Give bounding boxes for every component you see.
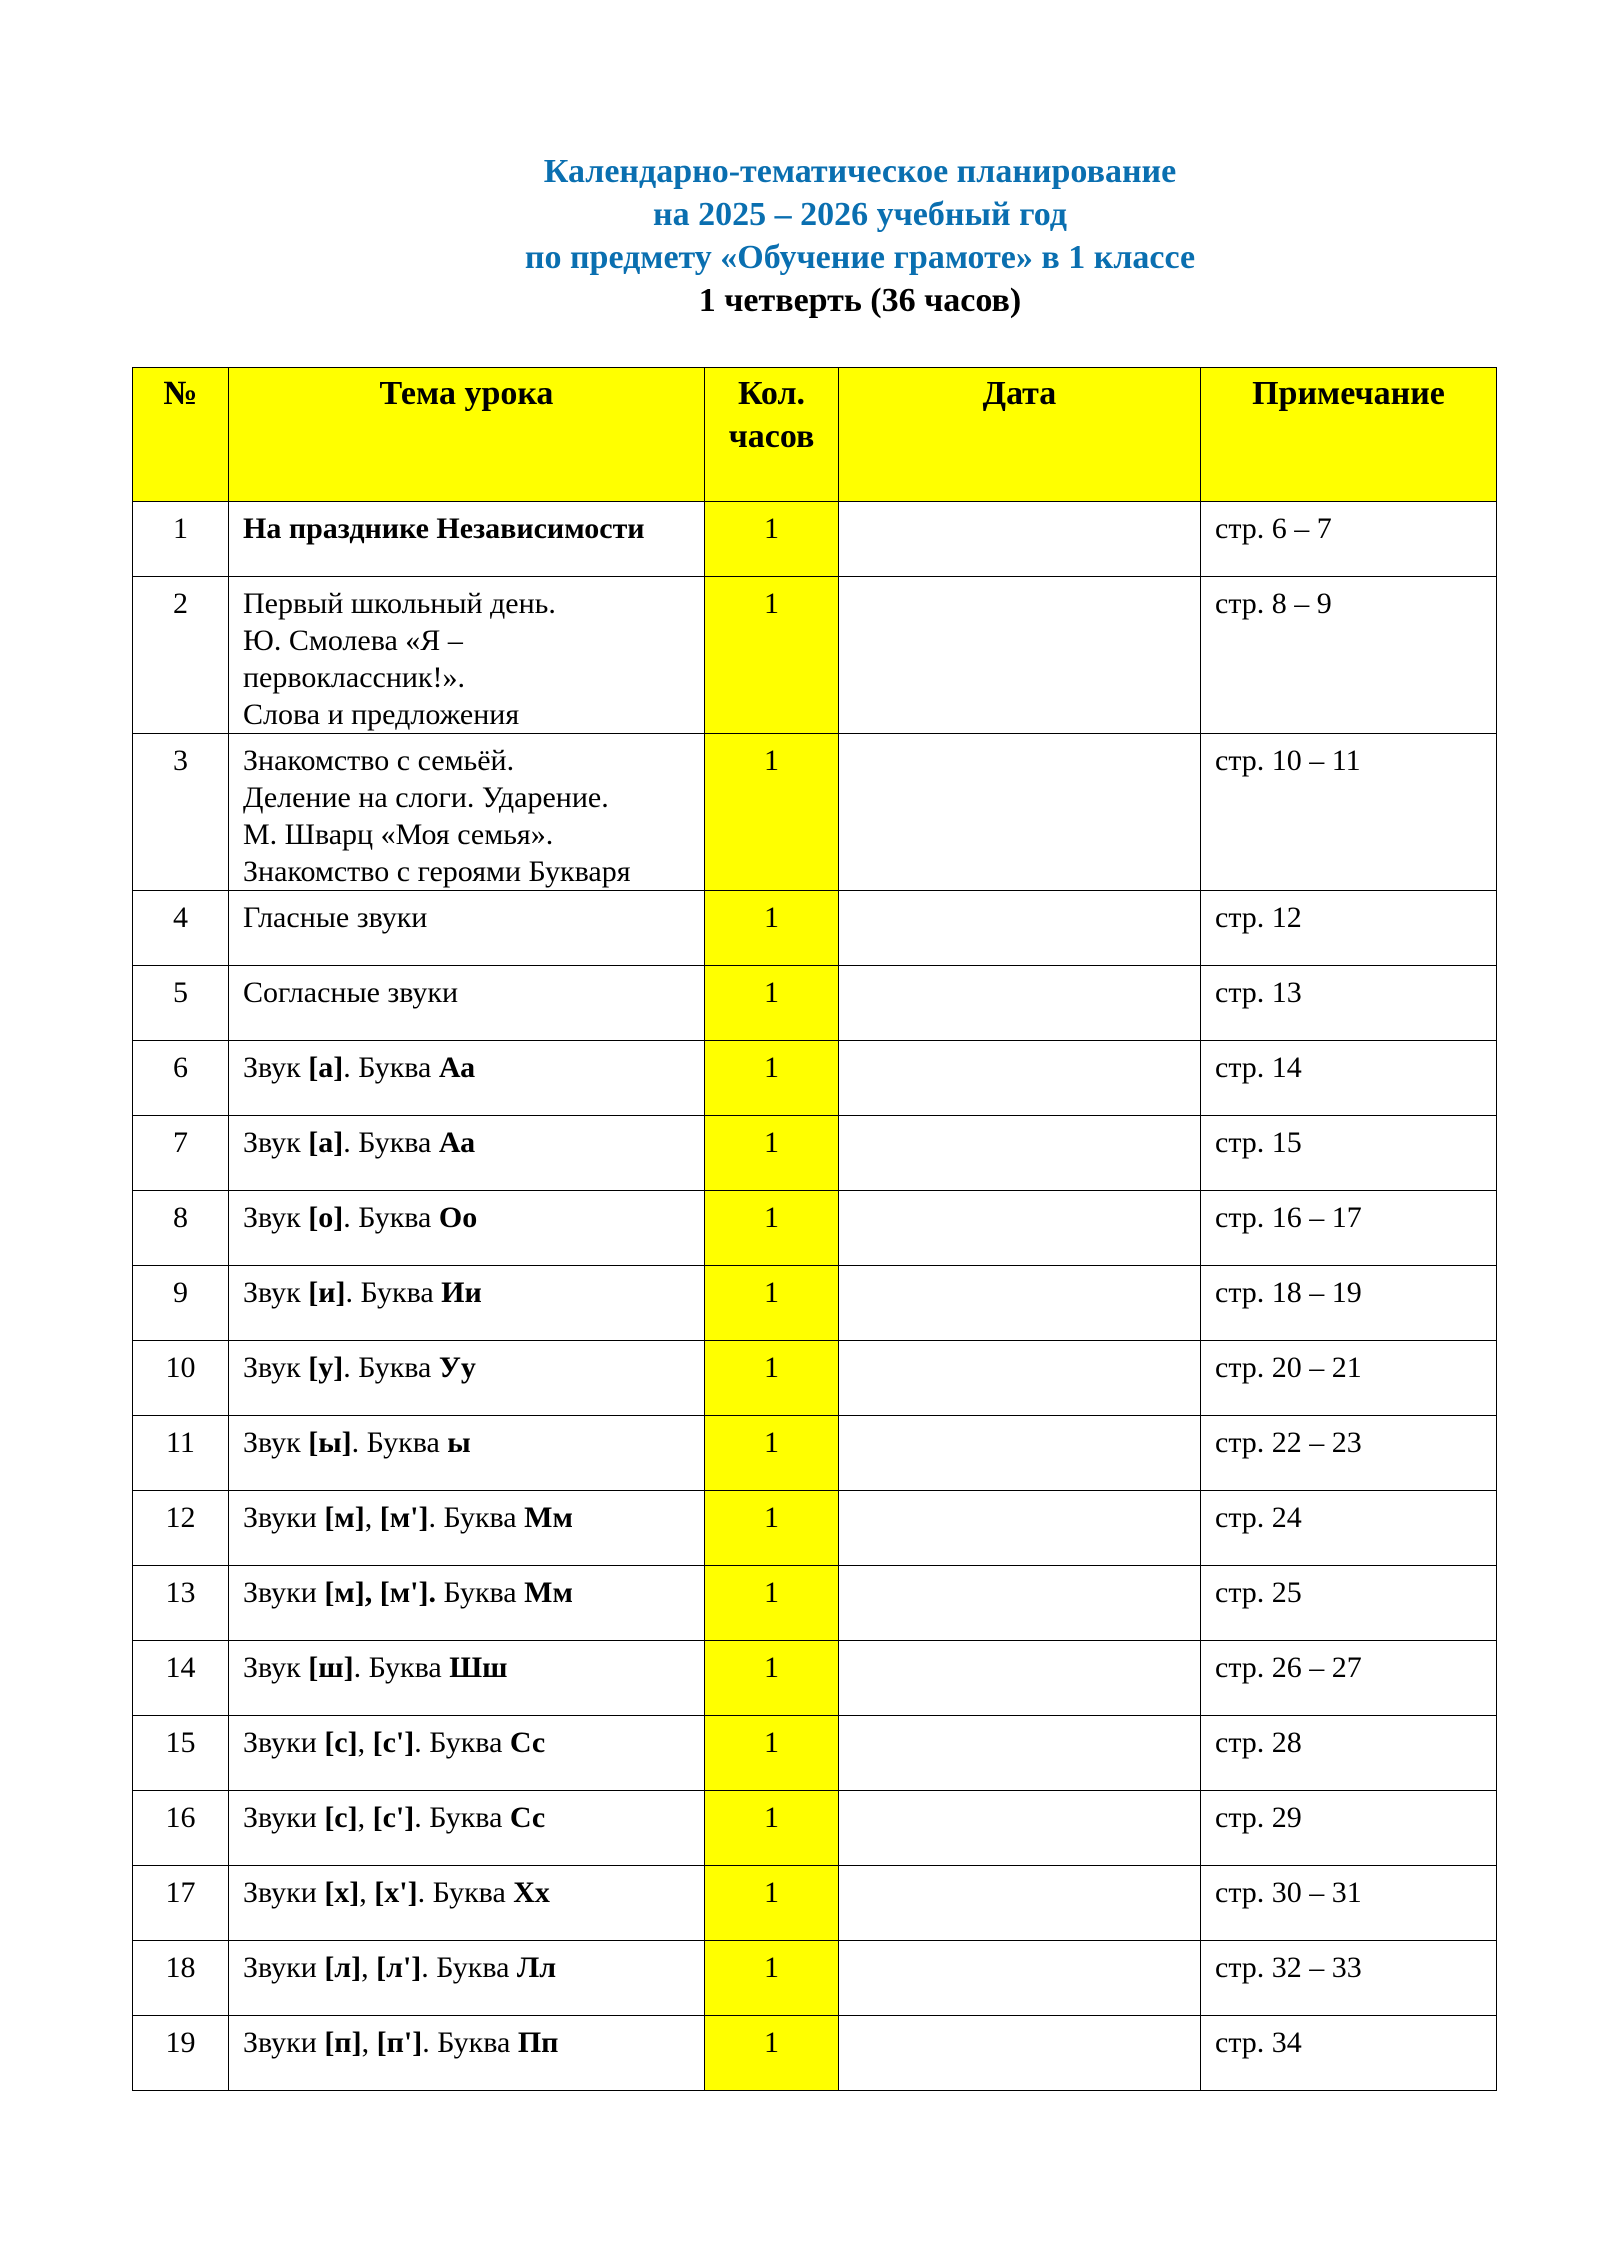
cell-topic <box>229 734 705 891</box>
header-topic: Тема урока <box>229 368 705 502</box>
cell-num: 7 <box>133 1116 229 1191</box>
cell-topic <box>229 1416 705 1491</box>
topic-segment: . Буква <box>345 1276 442 1309</box>
topic-segment: . Буква <box>351 1426 448 1459</box>
topic-segment: [м], [м']. <box>324 1576 436 1609</box>
cell-note: стр. 15 <box>1201 1116 1497 1191</box>
table-row <box>133 1266 1497 1341</box>
cell-date <box>839 734 1201 891</box>
cell-topic <box>229 1791 705 1866</box>
header-date: Дата <box>839 368 1201 502</box>
cell-date <box>839 1416 1201 1491</box>
cell-hours: 1 <box>705 1791 839 1866</box>
topic-segment: [с] <box>324 1726 358 1759</box>
topic-segment: . Буква <box>343 1201 439 1234</box>
cell-num: 12 <box>133 1491 229 1566</box>
cell-date <box>839 1041 1201 1116</box>
topic-segment: Звуки <box>243 1801 325 1834</box>
topic-segment: Буква <box>435 1576 525 1609</box>
cell-num: 18 <box>133 1941 229 2016</box>
table-row <box>133 1566 1497 1641</box>
topic-segment: . Буква <box>343 1051 439 1084</box>
cell-hours: 1 <box>705 1716 839 1791</box>
topic-segment: Пп <box>517 2026 559 2059</box>
topic-segment: . Буква <box>343 1126 439 1159</box>
cell-topic <box>229 966 705 1041</box>
topic-segment: [х] <box>324 1876 360 1909</box>
topic-segment: Хх <box>513 1876 550 1909</box>
title-line-3: по предмету «Обучение грамоте» в 1 классе <box>524 239 1196 276</box>
cell-num: 14 <box>133 1641 229 1716</box>
cell-hours: 1 <box>705 2016 839 2091</box>
topic-segment: [с'] <box>372 1801 415 1834</box>
table-row <box>133 1941 1497 2016</box>
topic-segment: [п] <box>324 2026 362 2059</box>
topic-segment: Мм <box>524 1501 573 1534</box>
cell-date <box>839 1866 1201 1941</box>
cell-date <box>839 1716 1201 1791</box>
cell-note: стр. 28 <box>1201 1716 1497 1791</box>
topic-segment: Звук <box>243 1051 309 1084</box>
topic-segment: . Буква <box>422 2026 518 2059</box>
cell-hours: 1 <box>705 1116 839 1191</box>
topic-segment: Шш <box>449 1651 508 1684</box>
cell-hours: 1 <box>705 891 839 966</box>
topic-segment: Звук <box>243 1651 309 1684</box>
topic-segment: Лл <box>516 1951 557 1984</box>
cell-date <box>839 1116 1201 1191</box>
topic-segment: Мм <box>524 1576 573 1609</box>
topic-segment: , <box>361 1951 377 1984</box>
cell-hours: 1 <box>705 577 839 734</box>
header-hours <box>705 368 839 502</box>
header-hours-line2: часов <box>728 418 815 455</box>
cell-topic <box>229 577 705 734</box>
topic-segment: [о] <box>308 1201 344 1234</box>
table-row <box>133 966 1497 1041</box>
cell-note: стр. 18 – 19 <box>1201 1266 1497 1341</box>
cell-note: стр. 16 – 17 <box>1201 1191 1497 1266</box>
topic-segment: [с'] <box>372 1726 415 1759</box>
cell-hours: 1 <box>705 1491 839 1566</box>
topic-segment: Согласные звуки <box>243 976 459 1009</box>
topic-segment: Звук <box>243 1426 309 1459</box>
topic-segment: , <box>357 1801 373 1834</box>
topic-segment: , <box>359 1876 375 1909</box>
cell-note: стр. 24 <box>1201 1491 1497 1566</box>
cell-date <box>839 1341 1201 1416</box>
table-row <box>133 1416 1497 1491</box>
table-row <box>133 1341 1497 1416</box>
cell-num: 1 <box>133 502 229 577</box>
cell-date <box>839 1641 1201 1716</box>
table-row <box>133 577 1497 734</box>
cell-note: стр. 30 – 31 <box>1201 1866 1497 1941</box>
cell-hours: 1 <box>705 1566 839 1641</box>
topic-segment: [ы] <box>308 1426 352 1459</box>
cell-hours: 1 <box>705 1191 839 1266</box>
topic-segment: Звук <box>243 1201 309 1234</box>
cell-date <box>839 1491 1201 1566</box>
topic-segment: ы <box>447 1426 471 1459</box>
cell-note: стр. 26 – 27 <box>1201 1641 1497 1716</box>
topic-segment: [а] <box>308 1051 344 1084</box>
topic-segment: Уу <box>438 1351 476 1384</box>
topic-segment: [х'] <box>374 1876 418 1909</box>
cell-hours: 1 <box>705 1641 839 1716</box>
topic-segment: [с] <box>324 1801 358 1834</box>
topic-segment: Сс <box>509 1726 546 1759</box>
cell-topic <box>229 1866 705 1941</box>
cell-hours: 1 <box>705 734 839 891</box>
topic-segment: . Буква <box>414 1801 510 1834</box>
cell-hours: 1 <box>705 1416 839 1491</box>
cell-topic <box>229 1641 705 1716</box>
topic-line: первоклассник!». <box>243 661 465 694</box>
cell-note: стр. 20 – 21 <box>1201 1341 1497 1416</box>
cell-topic <box>229 1266 705 1341</box>
topic-segment: . Буква <box>414 1726 510 1759</box>
header-hours-line1: Кол. <box>737 375 806 412</box>
cell-date <box>839 966 1201 1041</box>
topic-segment: Звуки <box>243 1951 325 1984</box>
title-line-2: на 2025 – 2026 учебный год <box>653 196 1067 233</box>
lesson-plan-table <box>132 367 1497 2091</box>
cell-date <box>839 1566 1201 1641</box>
cell-num: 4 <box>133 891 229 966</box>
cell-topic <box>229 502 705 577</box>
topic-segment: Оо <box>438 1201 478 1234</box>
topic-segment: Ии <box>441 1276 482 1309</box>
table-row <box>133 1491 1497 1566</box>
cell-hours: 1 <box>705 1041 839 1116</box>
topic-segment: Звуки <box>243 1726 325 1759</box>
cell-note: стр. 29 <box>1201 1791 1497 1866</box>
cell-note: стр. 10 – 11 <box>1201 734 1497 891</box>
cell-note: стр. 22 – 23 <box>1201 1416 1497 1491</box>
topic-line: Знакомство с семьёй. <box>243 744 515 777</box>
topic-line: Деление на слоги. Ударение. <box>243 781 609 814</box>
cell-num: 6 <box>133 1041 229 1116</box>
cell-date <box>839 577 1201 734</box>
cell-topic <box>229 1566 705 1641</box>
topic-segment: Звуки <box>243 1576 325 1609</box>
topic-segment: [п'] <box>376 2026 423 2059</box>
table-row <box>133 1716 1497 1791</box>
header-note: Примечание <box>1201 368 1497 502</box>
table-row <box>133 2016 1497 2091</box>
cell-num: 3 <box>133 734 229 891</box>
title-line-1: Календарно-тематическое планирование <box>543 153 1177 190</box>
topic-line: Ю. Смолева «Я – <box>243 624 463 657</box>
topic-segment: Звуки <box>243 2026 325 2059</box>
header-num: № <box>133 368 229 502</box>
topic-segment: Звук <box>243 1126 309 1159</box>
title-line-4: 1 четверть (36 часов) <box>698 282 1022 319</box>
topic-segment: Звук <box>243 1276 309 1309</box>
cell-num: 2 <box>133 577 229 734</box>
table-row <box>133 1641 1497 1716</box>
cell-hours: 1 <box>705 1866 839 1941</box>
topic-line: М. Шварц «Моя семья». <box>243 818 554 851</box>
table-row <box>133 734 1497 891</box>
cell-date <box>839 1266 1201 1341</box>
document-header <box>0 150 1600 322</box>
table-row <box>133 1191 1497 1266</box>
table-row <box>133 1041 1497 1116</box>
cell-date <box>839 1191 1201 1266</box>
cell-num: 10 <box>133 1341 229 1416</box>
table-row <box>133 502 1497 577</box>
cell-num: 15 <box>133 1716 229 1791</box>
cell-note: стр. 14 <box>1201 1041 1497 1116</box>
table-body <box>133 502 1497 2091</box>
cell-date <box>839 1791 1201 1866</box>
cell-note: стр. 34 <box>1201 2016 1497 2091</box>
topic-segment: Аа <box>438 1126 476 1159</box>
cell-hours: 1 <box>705 1341 839 1416</box>
topic-segment: . Буква <box>343 1351 439 1384</box>
topic-line: Знакомство с героями Букваря <box>243 855 631 888</box>
cell-topic <box>229 1716 705 1791</box>
cell-num: 5 <box>133 966 229 1041</box>
topic-segment: [у] <box>308 1351 344 1384</box>
topic-segment: . Буква <box>417 1876 514 1909</box>
table-header-row <box>133 368 1497 502</box>
topic-segment: [л'] <box>376 1951 422 1984</box>
cell-date <box>839 1941 1201 2016</box>
cell-date <box>839 891 1201 966</box>
cell-hours: 1 <box>705 1941 839 2016</box>
topic-segment: , <box>361 2026 377 2059</box>
cell-hours: 1 <box>705 1266 839 1341</box>
cell-topic <box>229 1491 705 1566</box>
topic-segment: Звук <box>243 1351 309 1384</box>
cell-note: стр. 12 <box>1201 891 1497 966</box>
topic-segment: [л] <box>324 1951 362 1984</box>
table-row <box>133 1866 1497 1941</box>
cell-topic <box>229 1341 705 1416</box>
cell-hours: 1 <box>705 966 839 1041</box>
cell-topic <box>229 2016 705 2091</box>
topic-segment: [м] <box>324 1501 365 1534</box>
cell-note: стр. 13 <box>1201 966 1497 1041</box>
topic-segment: [а] <box>308 1126 344 1159</box>
topic-segment: . Буква <box>353 1651 450 1684</box>
topic-segment: , <box>364 1501 380 1534</box>
topic-segment: [и] <box>308 1276 346 1309</box>
topic-segment: [ш] <box>308 1651 354 1684</box>
topic-segment: [м'] <box>379 1501 429 1534</box>
cell-topic <box>229 1941 705 2016</box>
topic-segment: , <box>357 1726 373 1759</box>
topic-segment: Сс <box>509 1801 546 1834</box>
cell-topic <box>229 891 705 966</box>
cell-num: 16 <box>133 1791 229 1866</box>
cell-date <box>839 2016 1201 2091</box>
topic-line: Слова и предложения <box>243 698 520 731</box>
cell-date <box>839 502 1201 577</box>
cell-num: 19 <box>133 2016 229 2091</box>
cell-num: 13 <box>133 1566 229 1641</box>
topic-segment: Гласные звуки <box>243 901 428 934</box>
topic-segment: Звуки <box>243 1501 325 1534</box>
cell-topic <box>229 1116 705 1191</box>
table-row <box>133 1791 1497 1866</box>
topic-segment: Звуки <box>243 1876 325 1909</box>
cell-num: 11 <box>133 1416 229 1491</box>
cell-topic <box>229 1191 705 1266</box>
topic-line: Первый школьный день. <box>243 587 556 620</box>
cell-note: стр. 8 – 9 <box>1201 577 1497 734</box>
topic-segment: Аа <box>438 1051 476 1084</box>
cell-note: стр. 6 – 7 <box>1201 502 1497 577</box>
topic-segment: . Буква <box>421 1951 517 1984</box>
topic-segment: . Буква <box>428 1501 525 1534</box>
table-row <box>133 1116 1497 1191</box>
cell-num: 9 <box>133 1266 229 1341</box>
cell-num: 17 <box>133 1866 229 1941</box>
cell-note: стр. 25 <box>1201 1566 1497 1641</box>
cell-num: 8 <box>133 1191 229 1266</box>
cell-topic <box>229 1041 705 1116</box>
cell-hours: 1 <box>705 502 839 577</box>
topic-segment: На празднике Независимости <box>243 512 645 545</box>
table-row <box>133 891 1497 966</box>
cell-note: стр. 32 – 33 <box>1201 1941 1497 2016</box>
